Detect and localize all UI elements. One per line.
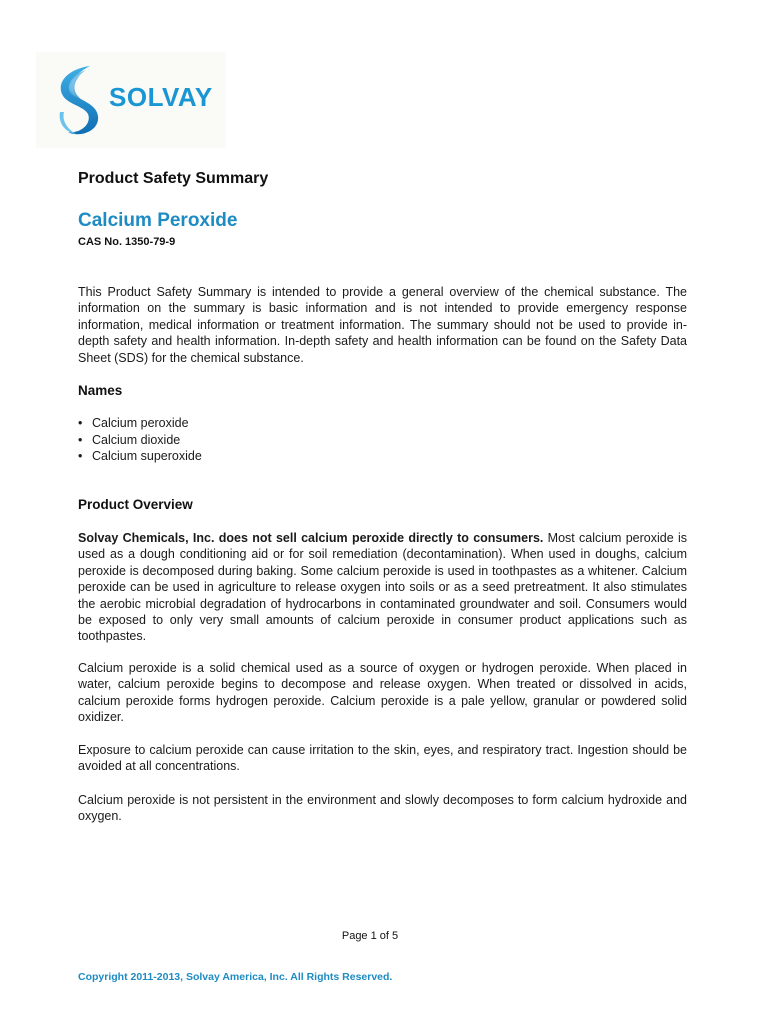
- names-list: [78, 415, 202, 465]
- overview-paragraph-1-rest: Most calcium peroxide is used as a dough conditioning aid or for soil remediation (decontamination). When used in doughs, calcium peroxide is decomposed during baking. Some calcium peroxide is used in toothpastes as a whitener. Calcium peroxide can be used in agriculture to release oxygen into soils or as a seed pretreatment. It also stimulates the aerobic microbial degradation of hydrocarbons in contaminated groundwater and soil. Consumers would be exposed to only very small amounts of calcium peroxide in consumer product applications such as toothpastes.: [78, 531, 688, 644]
- product-overview-heading: Product Overview: [78, 497, 193, 512]
- intro-paragraph: This Product Safety Summary is intended to provide a general overview of the chemical substance. The information on the summary is basic information and is not intended to provide emergency response information, medical information or treatment information. The summary should not be used to provide in-depth safety and health information. In-depth safety and health information can be found on the Safety Data Sheet (SDS) for the chemical substance.: [78, 285, 687, 365]
- page-number: Page 1 of 5: [341, 930, 399, 942]
- overview-paragraph-4: Calcium peroxide is not persistent in the environment and slowly decomposes to form calcium hydroxide and oxygen.: [78, 793, 687, 824]
- list-item: • Calcium dioxide: [78, 432, 202, 449]
- solvay-swirl-logo-icon: [50, 62, 104, 140]
- company-logo: [36, 52, 226, 148]
- product-name-title: Calcium Peroxide: [78, 210, 238, 231]
- document-type-title: Product Safety Summary: [78, 170, 269, 187]
- list-item: • Calcium peroxide: [78, 415, 202, 432]
- overview-paragraph-1: [78, 530, 687, 645]
- cas-number: CAS No. 1350-79-9: [78, 236, 176, 248]
- overview-paragraph-2: Calcium peroxide is a solid chemical used as a source of oxygen or hydrogen peroxide. When placed in water, calcium peroxide begins to decompose and release oxygen. When treated or dissolved in acids, calcium peroxide forms hydrogen peroxide. Calcium peroxide is a pale yellow, granular or powdered solid oxidizer.: [78, 661, 687, 725]
- list-item: • Calcium superoxide: [78, 448, 202, 465]
- overview-lead-sentence: Solvay Chemicals, Inc. does not sell calcium peroxide directly to consumers.: [78, 531, 544, 545]
- logo-wordmark: SOLVAY: [109, 82, 213, 112]
- copyright-notice: Copyright 2011-2013, Solvay America, Inc. All Rights Reserved.: [78, 971, 393, 983]
- overview-paragraph-3: Exposure to calcium peroxide can cause irritation to the skin, eyes, and respiratory tract. Ingestion should be avoided at all concentrations.: [78, 743, 687, 774]
- names-heading: Names: [78, 383, 123, 398]
